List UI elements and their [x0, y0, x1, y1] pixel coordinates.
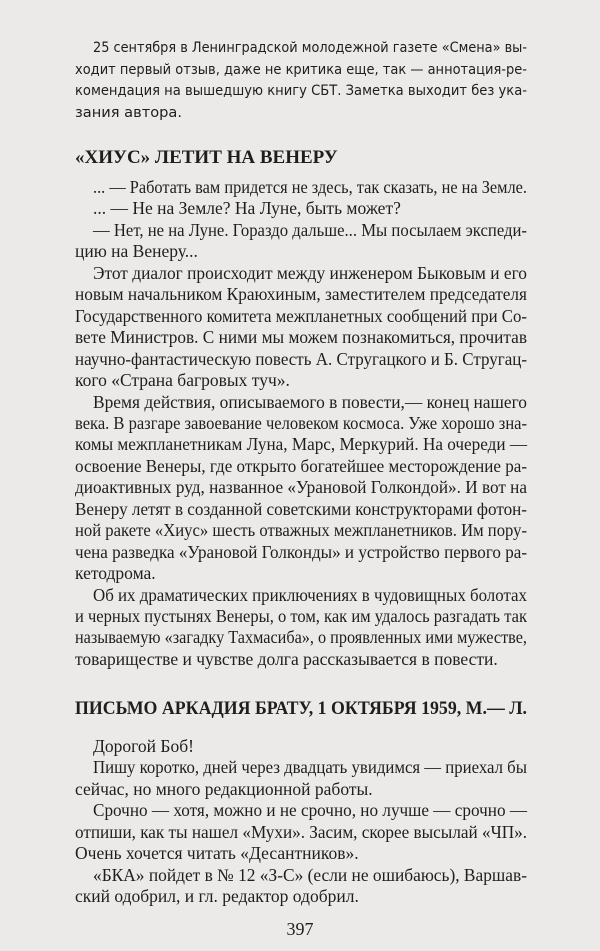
intro-line: зания автора. — [75, 104, 182, 122]
paragraph-line: товариществе и чувстве долга рассказывается в повести. — [75, 648, 498, 669]
paragraph-line: Об их драматических приключениях в чудовищных болотах — [93, 584, 527, 605]
page-number: 397 — [286, 919, 314, 939]
paragraph-line: цию на Венеру... — [75, 241, 198, 262]
intro-line: ходит первый отзыв, даже не критика еще, так — аннотация-ре- — [75, 60, 527, 78]
paragraph-line: кого «Страна багровых туч». — [75, 370, 290, 391]
paragraph-line: кетодрома. — [75, 563, 156, 584]
paragraph-line: диоактивных руд, названное «Урановой Голкондой». И вот на — [75, 477, 527, 498]
letter-line: Пишу коротко, дней через двадцать увидимся — приехал бы — [93, 757, 527, 778]
section-heading-hius: «ХИУС» ЛЕТИТ НА ВЕНЕРУ — [75, 147, 338, 168]
paragraph-line: Этот диалог происходит между инженером Быковым и его — [93, 262, 527, 283]
paragraph-line: комы межпланетникам Луна, Марс, Меркурий. На очереди — — [75, 434, 527, 455]
letter-line: ский одобрил, и гл. редактор одобрил. — [75, 886, 359, 907]
letter-line: сейчас, но много редакционной работы. — [75, 778, 373, 799]
paragraph-line: называемую «загадку Тахмасиба», о проявленных ими мужестве, — [75, 627, 527, 648]
paragraph-line: научно-фантастическую повесть А. Стругацкого и Б. Стругац- — [75, 348, 527, 369]
paragraph-line: ... — Работать вам придется не здесь, так сказать, не на Земле. — [93, 177, 527, 197]
paragraph-line: вете Министров. С ними мы можем познакомиться, прочитав — [75, 327, 527, 348]
paragraph-line: освоение Венеры, где открыто богатейшее месторождение ра- — [75, 455, 527, 476]
paragraph-line: чена разведка «Урановой Голконды» и устройство первого ра- — [75, 541, 527, 562]
letter-line: Очень хочется читать «Десантников». — [75, 843, 359, 864]
intro-line: комендация на вышедшую книгу СБТ. Заметка выходит без ука- — [75, 82, 527, 100]
paragraph-line: века. В разгаре завоевание человеком космоса. Уже хорошо зна- — [75, 412, 527, 433]
paragraph-line: новым начальником Краюхиным, заместителем председателя — [75, 284, 527, 305]
paragraph-line: Государственного комитета межпланетных сообщений при Со- — [75, 305, 527, 326]
section-heading-letter: ПИСЬМО АРКАДИЯ БРАТУ, 1 ОКТЯБРЯ 1959, М.— Л. — [75, 698, 527, 719]
intro-line: 25 сентября в Ленинградской молодежной газете «Смена» вы- — [93, 39, 527, 56]
paragraph-line: ... — Не на Земле? На Луне, быть может? — [93, 198, 401, 219]
letter-line: «БКА» пойдет в № 12 «З-С» (если не ошибаюсь), Варшав- — [93, 864, 527, 885]
paragraph-line: Время действия, описываемого в повести,— конец нашего — [93, 391, 527, 412]
letter-line: Срочно — хотя, можно и не срочно, но лучше — срочно — — [93, 800, 527, 821]
paragraph-line: Венеру летят в созданной советскими конструкторами фотон- — [75, 498, 527, 519]
paragraph-line: — Нет, не на Луне. Гораздо дальше... Мы посылаем экспеди- — [93, 219, 527, 240]
paragraph-line: и черных пустынях Венеры, о том, как им удалось разгадать так — [75, 606, 527, 626]
letter-line: Дорогой Боб! — [93, 736, 194, 756]
letter-line: отпиши, как ты нашел «Мухи». Засим, скорее высылай «ЧП». — [75, 821, 527, 842]
paragraph-line: ной ракете «Хиус» шесть отважных межпланетников. Им пору- — [75, 520, 527, 541]
